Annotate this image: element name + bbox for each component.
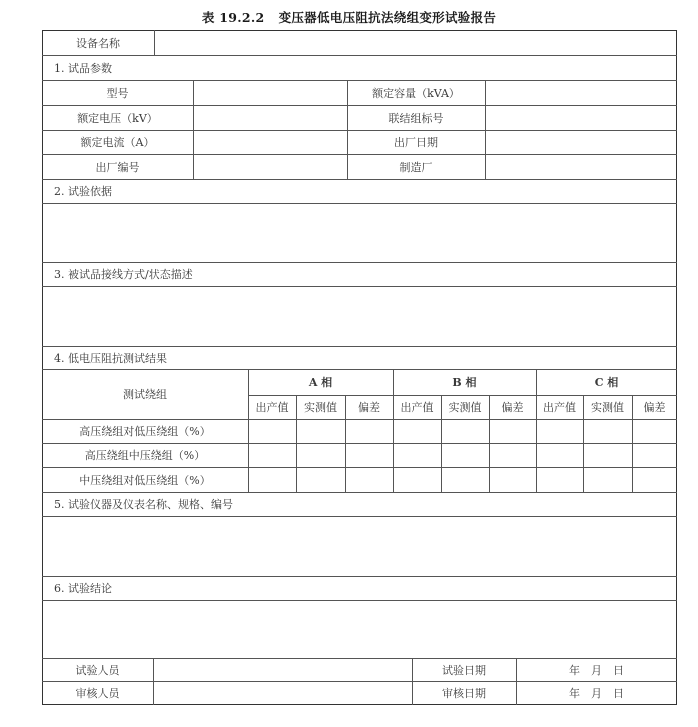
mv-lv-b-factory-field[interactable] [394,468,441,492]
rated-current-label: 额定电流（A） [80,136,155,149]
conclusion-field[interactable] [43,601,676,658]
manufacturer-field[interactable] [486,155,676,179]
phase-a-deviation-header: 偏差 [358,401,380,414]
reviewer-label: 审核人员 [75,687,120,700]
phase-c-deviation-header: 偏差 [643,401,666,414]
test-winding-header: 测试绕组 [123,388,167,401]
manufacturer-label: 制造厂 [399,160,433,174]
hv-mv-c-measured-field[interactable] [584,444,632,467]
phase-c-header: C 相 [594,376,619,389]
tester-field[interactable] [154,659,412,681]
hv-mv-a-deviation-field[interactable] [346,444,393,467]
phase-c-measured-header: 实测值 [591,401,624,414]
mv-lv-a-measured-field[interactable] [297,468,345,492]
document-title [0,8,698,26]
rated-capacity-label: 额定容量（kVA） [372,86,460,100]
reviewer-field[interactable] [154,682,412,704]
rated-voltage-label: 额定电压（kV） [77,111,158,125]
serial-number-label: 出厂编号 [95,160,140,174]
hv-lv-c-deviation-field[interactable] [633,420,676,443]
phase-a-factory-header: 出产值 [255,401,289,414]
section6-heading: 6. 试验结论 [54,582,112,595]
model-label: 型号 [106,86,129,100]
phase-a-header: A 相 [308,376,333,389]
rated-voltage-field[interactable] [194,106,347,130]
phase-b-measured-header: 实测值 [448,401,482,414]
device-name-field[interactable] [155,31,676,55]
row-hv-mv-label: 高压绕组中压绕组（%） [84,449,206,462]
hv-mv-a-measured-field[interactable] [297,444,345,467]
phase-b-deviation-header: 偏差 [501,401,524,414]
mv-lv-c-factory-field[interactable] [537,468,583,492]
test-date-label: 试验日期 [442,663,486,677]
phase-a-measured-header: 实测值 [304,401,337,414]
hv-mv-c-deviation-field[interactable] [633,444,676,467]
hv-lv-b-deviation-field[interactable] [490,420,536,443]
instruments-field[interactable] [43,517,676,576]
rated-current-field[interactable] [194,131,347,154]
hv-lv-a-factory-field[interactable] [249,420,296,443]
title-text: 变压器低电压阻抗法绕组变形试验报告 [278,10,497,25]
manufacture-date-label: 出厂日期 [394,136,438,149]
hv-mv-b-measured-field[interactable] [442,444,489,467]
section2-heading: 2. 试验依据 [54,185,112,198]
device-name-label: 设备名称 [76,36,120,50]
hv-lv-b-measured-field[interactable] [442,420,489,443]
hv-lv-a-deviation-field[interactable] [346,420,393,443]
mv-lv-b-measured-field[interactable] [442,468,489,492]
row-hv-lv-label: 高压绕组对低压绕组（%） [79,425,211,438]
review-date-field[interactable]: 年 月 日 [569,687,624,700]
vector-group-label: 联结组标号 [388,111,444,125]
hv-lv-a-measured-field[interactable] [297,420,345,443]
test-basis-field[interactable] [43,204,676,262]
manufacture-date-field[interactable] [486,131,676,154]
mv-lv-c-deviation-field[interactable] [633,468,676,492]
wiring-description-field[interactable] [43,287,676,346]
mv-lv-b-deviation-field[interactable] [490,468,536,492]
phase-c-factory-header: 出产值 [543,401,576,414]
phase-b-header: B 相 [452,376,477,389]
vector-group-field[interactable] [486,106,676,130]
hv-mv-b-factory-field[interactable] [394,444,441,467]
tester-label: 试验人员 [75,663,120,677]
hv-mv-a-factory-field[interactable] [249,444,296,467]
section1-heading: 1. 试品参数 [54,61,112,75]
hv-mv-b-deviation-field[interactable] [490,444,536,467]
hv-mv-c-factory-field[interactable] [537,444,583,467]
hv-lv-b-factory-field[interactable] [394,420,441,443]
table-number: 表 19.2.2 [201,10,265,25]
test-date-field[interactable]: 年 月 日 [569,664,624,677]
review-date-label: 审核日期 [442,687,486,700]
phase-b-factory-header: 出产值 [400,401,434,414]
section3-heading: 3. 被试品接线方式/状态描述 [54,268,193,281]
mv-lv-c-measured-field[interactable] [584,468,632,492]
model-field[interactable] [194,81,347,105]
section4-heading: 4. 低电压阻抗测试结果 [54,351,167,365]
mv-lv-a-factory-field[interactable] [249,468,296,492]
mv-lv-a-deviation-field[interactable] [346,468,393,492]
serial-number-field[interactable] [194,155,347,179]
section5-heading: 5. 试验仪器及仪表名称、规格、编号 [54,498,233,511]
hv-lv-c-measured-field[interactable] [584,420,632,443]
hv-lv-c-factory-field[interactable] [537,420,583,443]
row-mv-lv-label: 中压绕组对低压绕组（%） [79,473,211,487]
rated-capacity-field[interactable] [486,81,676,105]
